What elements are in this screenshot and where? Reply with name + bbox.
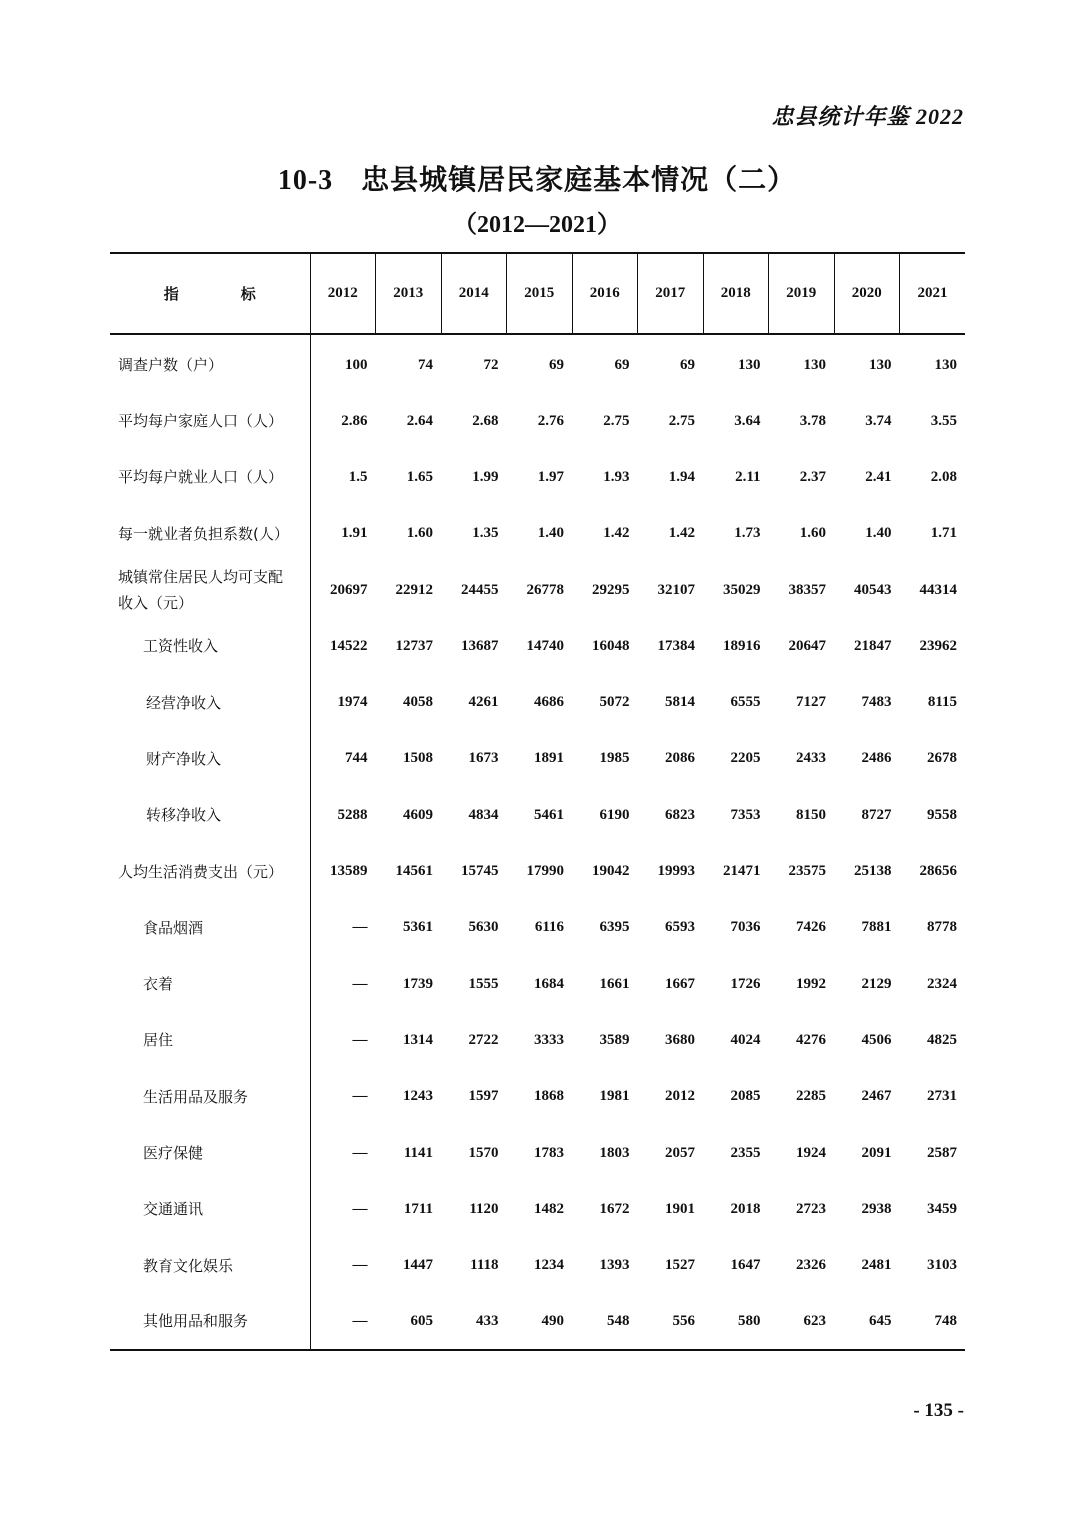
data-cell: — — [310, 900, 376, 956]
data-cell: 1985 — [599, 750, 630, 767]
table-row — [110, 618, 965, 674]
statistics-table — [110, 252, 965, 1351]
data-cell: 20697 — [310, 562, 376, 618]
data-cell: 1783 — [534, 1144, 564, 1161]
indicator-label: 交通通讯 — [143, 1200, 204, 1219]
data-cell: 7127 — [796, 694, 826, 711]
data-cell: 3333 — [534, 1031, 564, 1048]
data-cell: 2091 — [861, 1144, 892, 1161]
data-cell: 4024 — [730, 1031, 761, 1048]
table-number: 10-3 — [277, 165, 334, 196]
data-cell: 3459 — [927, 1200, 957, 1217]
data-cell: 748 — [900, 1294, 966, 1350]
indicator-label: 每一就业者负担系数(人） — [118, 524, 289, 543]
data-cell: — — [310, 1237, 376, 1293]
data-cell: 7353 — [730, 806, 761, 823]
data-cell: 7881 — [861, 919, 892, 936]
table-row — [110, 562, 965, 618]
data-cell: 1570 — [468, 1144, 499, 1161]
data-cell: 5072 — [599, 694, 630, 711]
page-number: - 135 - — [913, 1400, 964, 1421]
data-cell: 1527 — [665, 1257, 695, 1274]
data-cell: 1739 — [403, 975, 433, 992]
table-row — [110, 674, 965, 730]
data-cell: 2012 — [665, 1088, 695, 1105]
data-cell: 7036 — [730, 919, 761, 936]
data-cell: 2467 — [861, 1088, 892, 1105]
data-cell: 3.78 — [799, 412, 826, 429]
data-cell: 44314 — [919, 581, 957, 598]
data-cell: 32107 — [657, 581, 695, 598]
data-cell: 6190 — [599, 806, 630, 823]
data-cell: 21471 — [723, 863, 761, 880]
data-cell: 130 — [934, 356, 957, 373]
data-cell: 4261 — [468, 694, 499, 711]
data-cell: 556 — [638, 1294, 704, 1350]
data-cell: 130 — [803, 356, 826, 373]
data-cell: 1868 — [534, 1088, 564, 1105]
data-cell: 4825 — [927, 1031, 957, 1048]
table-row — [110, 731, 965, 787]
table-row — [110, 1237, 965, 1293]
data-cell: 8150 — [796, 806, 826, 823]
data-cell: 1891 — [534, 750, 564, 767]
indicator-label: 食品烟酒 — [143, 918, 204, 937]
indicator-label: 平均每户就业人口（人） — [118, 468, 284, 487]
data-cell: 20647 — [788, 637, 826, 654]
table-row — [110, 449, 965, 505]
year-header: 2016 — [572, 253, 638, 334]
data-cell: 1.60 — [799, 525, 826, 542]
data-cell: 1508 — [403, 750, 433, 767]
data-cell: 1.91 — [310, 506, 376, 562]
data-cell: 1.40 — [865, 525, 892, 542]
table-title: 忠县城镇居民家庭基本情况（二） — [361, 163, 797, 196]
data-cell: 17990 — [526, 863, 564, 880]
data-cell: 2678 — [927, 750, 957, 767]
data-cell: 69 — [680, 356, 695, 373]
year-header: 2018 — [703, 253, 769, 334]
data-cell: 3.55 — [930, 412, 957, 429]
year-header: 2012 — [310, 253, 376, 334]
data-cell: 1981 — [599, 1088, 630, 1105]
data-cell: 3.64 — [734, 412, 761, 429]
data-cell: 13589 — [310, 843, 376, 899]
indicator-label: 转移净收入 — [146, 806, 222, 825]
data-cell: 1803 — [599, 1144, 630, 1161]
data-cell: — — [310, 1125, 376, 1181]
data-cell: 16048 — [592, 637, 630, 654]
running-head: 忠县统计年鉴 2022 — [771, 104, 964, 129]
data-cell: 2587 — [927, 1144, 957, 1161]
data-cell: 1234 — [534, 1257, 564, 1274]
indicator-header: 指 标 — [110, 253, 310, 334]
data-cell: 4506 — [861, 1031, 892, 1048]
indicator-label: 城镇常住居民人均可支配 收入（元） — [118, 568, 284, 613]
data-cell: 5461 — [534, 806, 564, 823]
data-cell: 3103 — [927, 1257, 957, 1274]
year-header: 2015 — [507, 253, 573, 334]
data-cell: 23962 — [919, 637, 957, 654]
data-cell: 22912 — [395, 581, 433, 598]
data-cell: 2433 — [796, 750, 826, 767]
data-cell: 8727 — [861, 806, 892, 823]
data-cell: 4686 — [534, 694, 564, 711]
data-cell: 623 — [769, 1294, 835, 1350]
data-cell: 2.75 — [603, 412, 630, 429]
data-cell: 4058 — [403, 694, 433, 711]
data-cell: 1555 — [468, 975, 499, 992]
data-cell: 35029 — [723, 581, 761, 598]
data-cell: 2018 — [730, 1200, 761, 1217]
data-cell: 744 — [310, 731, 376, 787]
data-cell: 23575 — [788, 863, 826, 880]
data-cell: 2.37 — [799, 468, 826, 485]
data-cell: 5814 — [665, 694, 695, 711]
data-cell: 2057 — [665, 1144, 695, 1161]
indicator-label: 生活用品及服务 — [143, 1087, 249, 1106]
data-cell: 548 — [572, 1294, 638, 1350]
table-row — [110, 1012, 965, 1068]
data-cell: 1597 — [468, 1088, 499, 1105]
data-cell: 1.65 — [406, 468, 433, 485]
page-subtitle: （2012—2021） — [453, 212, 621, 238]
data-cell: 74 — [418, 356, 433, 373]
data-cell: 8778 — [927, 919, 957, 936]
data-cell: 645 — [834, 1294, 900, 1350]
data-cell: 4609 — [403, 806, 433, 823]
indicator-label: 财产净收入 — [146, 749, 222, 768]
page-title — [0, 158, 1074, 198]
data-cell: 2.86 — [310, 393, 376, 449]
data-cell: 2324 — [927, 975, 957, 992]
year-header: 2021 — [900, 253, 966, 334]
data-cell: 1672 — [599, 1200, 630, 1217]
data-cell: 1684 — [534, 975, 564, 992]
data-cell: 1.73 — [734, 525, 761, 542]
data-cell: 1711 — [403, 1200, 433, 1217]
data-cell: 1901 — [665, 1200, 695, 1217]
table-row — [110, 1069, 965, 1125]
data-cell: 13687 — [461, 637, 499, 654]
data-cell: 2355 — [730, 1144, 761, 1161]
data-cell: — — [310, 1181, 376, 1237]
data-cell: 580 — [703, 1294, 769, 1350]
data-cell: 2.76 — [537, 412, 564, 429]
data-cell: 2731 — [927, 1088, 957, 1105]
data-cell: 1661 — [599, 975, 630, 992]
data-cell: 5361 — [403, 919, 433, 936]
indicator-label: 工资性收入 — [143, 637, 219, 656]
year-header: 2019 — [769, 253, 835, 334]
data-cell: 2481 — [861, 1257, 892, 1274]
data-cell: 14740 — [526, 637, 564, 654]
data-cell: 2.08 — [930, 468, 957, 485]
data-cell: 7483 — [861, 694, 892, 711]
data-cell: 2.68 — [472, 412, 499, 429]
data-cell: 3680 — [665, 1031, 695, 1048]
data-cell: 21847 — [854, 637, 892, 654]
data-cell: 24455 — [461, 581, 499, 598]
year-header: 2013 — [376, 253, 442, 334]
data-cell: 1.71 — [930, 525, 957, 542]
data-cell: 72 — [483, 356, 499, 373]
indicator-label: 衣着 — [143, 975, 174, 994]
data-cell: 1667 — [665, 975, 695, 992]
data-cell: 100 — [310, 334, 376, 393]
data-cell: 6823 — [665, 806, 695, 823]
data-cell: 1992 — [796, 975, 826, 992]
data-cell: 38357 — [788, 581, 826, 598]
data-cell: 1393 — [599, 1257, 630, 1274]
data-cell: 1.99 — [472, 468, 499, 485]
data-cell: 15745 — [461, 863, 499, 880]
table-row — [110, 334, 965, 393]
data-cell: 2205 — [730, 750, 761, 767]
data-cell: 6593 — [665, 919, 695, 936]
data-cell: 40543 — [854, 581, 892, 598]
data-cell: 1447 — [403, 1257, 433, 1274]
data-cell: 1924 — [796, 1144, 826, 1161]
data-cell: 2129 — [861, 975, 892, 992]
data-cell: 1118 — [470, 1257, 499, 1274]
data-cell: — — [310, 1294, 376, 1350]
data-cell: 1.35 — [472, 525, 499, 542]
table-row — [110, 956, 965, 1012]
table-row — [110, 1125, 965, 1181]
data-cell: 2086 — [665, 750, 695, 767]
data-cell: 8115 — [927, 694, 957, 711]
indicator-label: 居住 — [143, 1031, 174, 1050]
data-cell: 1141 — [403, 1144, 433, 1161]
data-cell: 2938 — [861, 1200, 892, 1217]
data-cell: 490 — [507, 1294, 573, 1350]
year-header: 2014 — [441, 253, 507, 334]
data-cell: 130 — [869, 356, 892, 373]
data-cell: 433 — [441, 1294, 507, 1350]
data-cell: 14561 — [395, 863, 433, 880]
data-cell: 19993 — [657, 863, 695, 880]
data-cell: 6395 — [599, 919, 630, 936]
data-cell: 18916 — [723, 637, 761, 654]
indicator-label: 平均每户家庭人口（人） — [118, 412, 284, 431]
table-row — [110, 1294, 965, 1350]
data-cell: 1.97 — [537, 468, 564, 485]
data-cell: 1.40 — [537, 525, 564, 542]
indicator-label: 调查户数（户） — [118, 356, 224, 374]
table-row — [110, 393, 965, 449]
data-cell: 1.93 — [603, 468, 630, 485]
data-cell: 2.41 — [865, 468, 892, 485]
data-cell: 2722 — [468, 1031, 499, 1048]
table-row — [110, 787, 965, 843]
data-cell: 3.74 — [865, 412, 892, 429]
data-cell: 1.94 — [668, 468, 695, 485]
data-cell: 1314 — [403, 1031, 433, 1048]
data-cell: 1647 — [730, 1257, 761, 1274]
table-row — [110, 900, 965, 956]
data-cell: 69 — [614, 356, 630, 373]
data-cell: 2.75 — [668, 412, 695, 429]
indicator-label: 教育文化娱乐 — [143, 1256, 234, 1275]
data-cell: 6555 — [730, 694, 761, 711]
table-row — [110, 843, 965, 899]
indicator-label: 其他用品和服务 — [110, 1294, 310, 1350]
data-cell: 1726 — [730, 975, 761, 992]
data-cell: 605 — [376, 1294, 442, 1350]
data-cell: 14522 — [310, 618, 376, 674]
data-cell: 1.42 — [603, 525, 630, 542]
header-row — [110, 253, 965, 334]
data-cell: 5288 — [310, 787, 376, 843]
data-cell: 1673 — [468, 750, 499, 767]
data-cell: 2085 — [730, 1088, 761, 1105]
data-cell: 7426 — [796, 919, 826, 936]
data-cell: 12737 — [395, 637, 433, 654]
data-cell: 2.11 — [735, 468, 761, 485]
data-cell: 4276 — [796, 1031, 826, 1048]
data-cell: 3589 — [599, 1031, 630, 1048]
data-cell: 29295 — [592, 581, 630, 598]
indicator-label: 人均生活消费支出（元） — [118, 862, 284, 881]
data-cell: 1482 — [534, 1200, 564, 1217]
data-cell: 1.60 — [406, 525, 433, 542]
data-cell: — — [310, 956, 376, 1012]
indicator-label: 医疗保健 — [143, 1144, 204, 1162]
data-cell: 26778 — [526, 581, 564, 598]
table-row — [110, 1181, 965, 1237]
data-cell: 1.42 — [668, 525, 695, 542]
table-row — [110, 506, 965, 562]
data-cell: 19042 — [592, 863, 630, 880]
data-cell: 28656 — [919, 863, 957, 880]
data-cell: 9558 — [927, 806, 957, 823]
data-cell: 1974 — [310, 674, 376, 730]
data-cell: — — [310, 1069, 376, 1125]
year-header: 2017 — [638, 253, 704, 334]
data-cell: 2285 — [796, 1088, 826, 1105]
data-cell: 2723 — [796, 1200, 826, 1217]
data-cell: 2326 — [796, 1257, 826, 1274]
data-cell: 1.5 — [310, 449, 376, 505]
data-cell: 6116 — [534, 919, 564, 936]
data-cell: 2.64 — [406, 412, 433, 429]
data-cell: 4834 — [468, 806, 499, 823]
data-cell: 25138 — [854, 863, 892, 880]
data-cell: 2486 — [861, 750, 892, 767]
data-cell: 1243 — [403, 1088, 433, 1105]
data-cell: 5630 — [468, 919, 499, 936]
data-cell: 1120 — [469, 1200, 499, 1217]
data-cell: 130 — [738, 356, 761, 373]
data-cell: 69 — [549, 356, 564, 373]
year-header: 2020 — [834, 253, 900, 334]
data-cell: 17384 — [657, 637, 695, 654]
indicator-label: 经营净收入 — [146, 693, 222, 712]
data-cell: — — [310, 1012, 376, 1068]
